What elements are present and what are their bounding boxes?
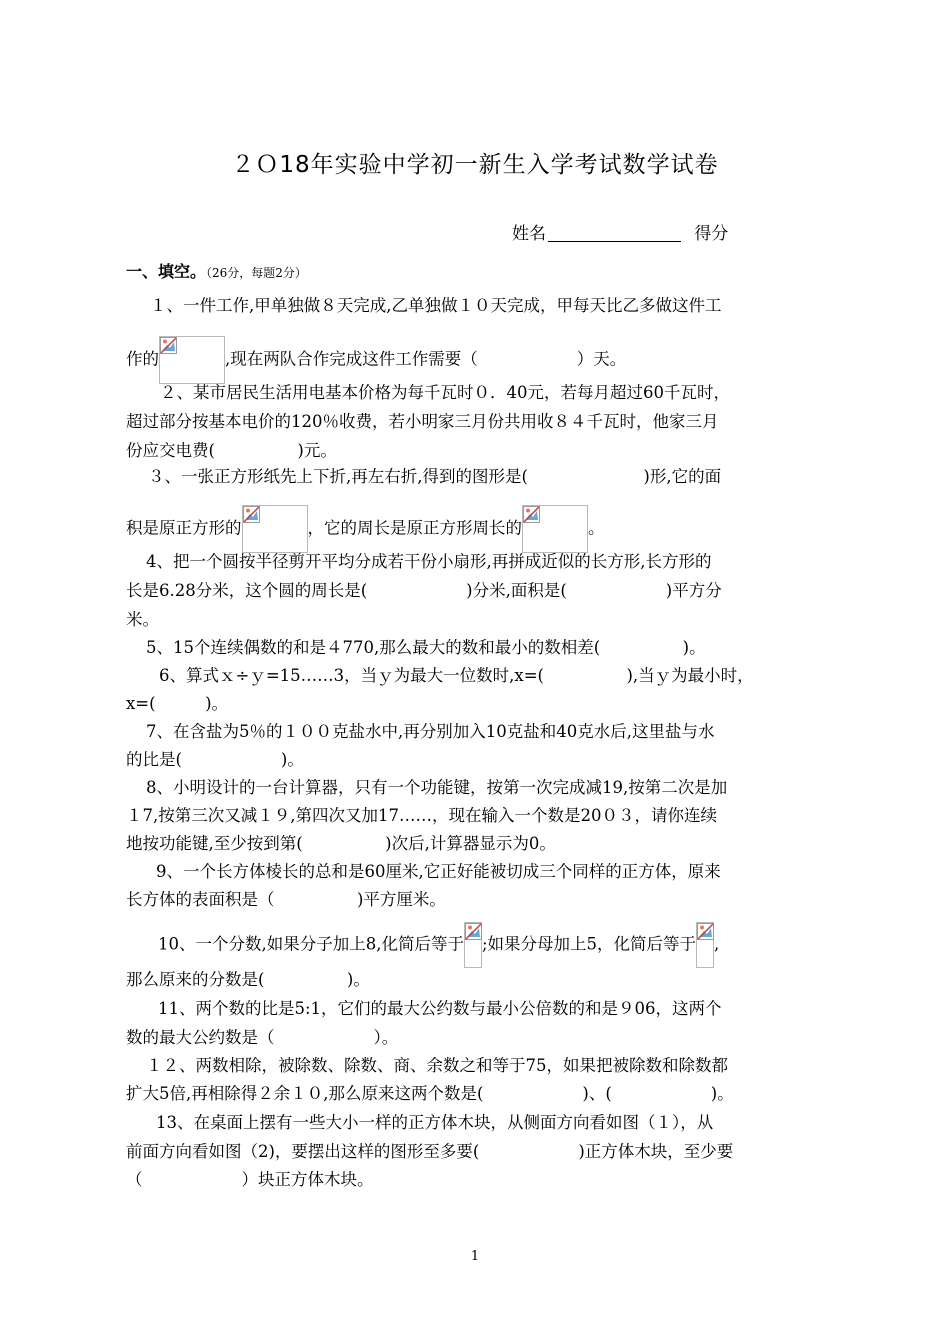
broken-image-icon bbox=[160, 337, 177, 354]
q1-line-2 bbox=[126, 336, 626, 384]
q6-line-2: x=( )。 bbox=[126, 694, 229, 713]
q12-line-1: １２、两数相除，被除数、除数、商、余数之和等于75，如果把被除数和除数都 bbox=[146, 1056, 728, 1075]
section-title: 一、填空。 bbox=[126, 262, 207, 281]
q8-line-1: 8、小明设计的一台计算器，只有一个功能键，按第一次完成减19,按第二次是加 bbox=[146, 778, 728, 797]
score-label: 得分 bbox=[694, 224, 729, 244]
broken-image-icon bbox=[523, 506, 540, 523]
text-part: 。 bbox=[588, 518, 605, 538]
q2-line-2: 超过部分按基本电价的120％收费，若小明家三月份共用收８４千瓦时，他家三月 bbox=[126, 412, 719, 431]
q2-line-3: 份应交电费( )元。 bbox=[126, 441, 337, 460]
q6-line-1: 6、算式ｘ÷ｙ=15……3，当ｙ为最大一位数时,x=( ),当ｙ为最小时， bbox=[159, 666, 754, 685]
text-part: ;如果分母加上5，化简后等于 bbox=[481, 934, 697, 954]
q8-line-3: 地按功能键,至少按到第( )次后,计算器显示为0。 bbox=[126, 834, 556, 853]
q10-line-1 bbox=[158, 922, 719, 968]
q13-line-2: 前面方向看如图（2)，要摆出这样的图形至多要( )正方体木块，至少要 bbox=[126, 1142, 734, 1161]
fraction-image bbox=[159, 336, 225, 384]
q4-line-2: 长是6.28分米，这个圆的周长是( )分米,面积是( )平方分 bbox=[126, 581, 722, 600]
section-note: （26分，每题2分） bbox=[206, 266, 307, 280]
q13-line-3: （ ）块正方体木块。 bbox=[126, 1170, 374, 1189]
q4-line-3: 米。 bbox=[126, 610, 159, 629]
q2-line-1: ２、某市居民生活用电基本价格为每千瓦时０．40元，若每月超过60千瓦时， bbox=[160, 383, 730, 402]
fraction-image bbox=[464, 922, 482, 968]
q12-line-2: 扩大5倍,再相除得２余１０,那么原来这两个数是( )、( )。 bbox=[126, 1084, 734, 1103]
text-part: , bbox=[714, 934, 720, 954]
name-score-line bbox=[512, 219, 728, 244]
exam-title: ２Ｏ18年实验中学初一新生入学考试数学试卷 bbox=[231, 152, 719, 178]
text-part: 积是原正方形的 bbox=[126, 518, 242, 538]
broken-image-icon bbox=[697, 923, 714, 940]
q3-line-2 bbox=[126, 505, 605, 553]
q5-line: 5、15个连续偶数的和是４770,那么最大的数和最小的数相差( )。 bbox=[146, 638, 706, 657]
q4-line-1: 4、把一个圆按半径剪开平均分成若干份小扇形,再拼成近似的长方形,长方形的 bbox=[146, 552, 712, 571]
q10-line-2: 那么原来的分数是( )。 bbox=[126, 970, 370, 989]
broken-image-icon bbox=[465, 923, 482, 940]
q7-line-1: 7、在含盐为5％的１００克盐水中,再分别加入10克盐和40克水后,这里盐与水 bbox=[146, 722, 715, 741]
q11-line-1: 11、两个数的比是5:1，它们的最大公约数与最小公倍数的和是９06，这两个 bbox=[158, 999, 722, 1018]
text-part: 作的 bbox=[126, 349, 159, 369]
section-heading bbox=[126, 259, 307, 282]
text-part: ,现在两队合作完成这件工作需要（ ）天。 bbox=[225, 349, 627, 369]
q9-line-2: 长方体的表面积是（ )平方厘米。 bbox=[126, 890, 446, 909]
text-part: 10、一个分数,如果分子加上8,化简后等于 bbox=[158, 934, 464, 954]
fraction-image bbox=[522, 505, 588, 553]
q9-line-1: 9、一个长方体棱长的总和是60厘米,它正好能被切成三个同样的正方体，原来 bbox=[156, 862, 721, 881]
broken-image-icon bbox=[243, 506, 260, 523]
name-label: 姓名 bbox=[512, 224, 546, 244]
name-blank bbox=[548, 224, 681, 242]
text-part: ，它的周长是原正方形周长的 bbox=[307, 518, 522, 538]
q11-line-2: 数的最大公约数是（ ）。 bbox=[126, 1028, 399, 1047]
q13-line-1: 13、在桌面上摆有一些大小一样的正方体木块，从侧面方向看如图（１），从 bbox=[156, 1113, 714, 1132]
q3-line-1: ３、一张正方形纸先上下折,再左右折,得到的图形是( )形,它的面 bbox=[148, 467, 722, 486]
page-number: 1 bbox=[470, 1249, 480, 1264]
fraction-image bbox=[696, 922, 714, 968]
fraction-image bbox=[242, 505, 308, 553]
q7-line-2: 的比是( )。 bbox=[126, 750, 304, 769]
q8-line-2: １7,按第三次又减１９,第四次又加17……，现在输入一个数是20０３，请你连续 bbox=[126, 806, 717, 825]
q1-line-1: １、一件工作,甲单独做８天完成,乙单独做１０天完成，甲每天比乙多做这件工 bbox=[150, 296, 722, 315]
